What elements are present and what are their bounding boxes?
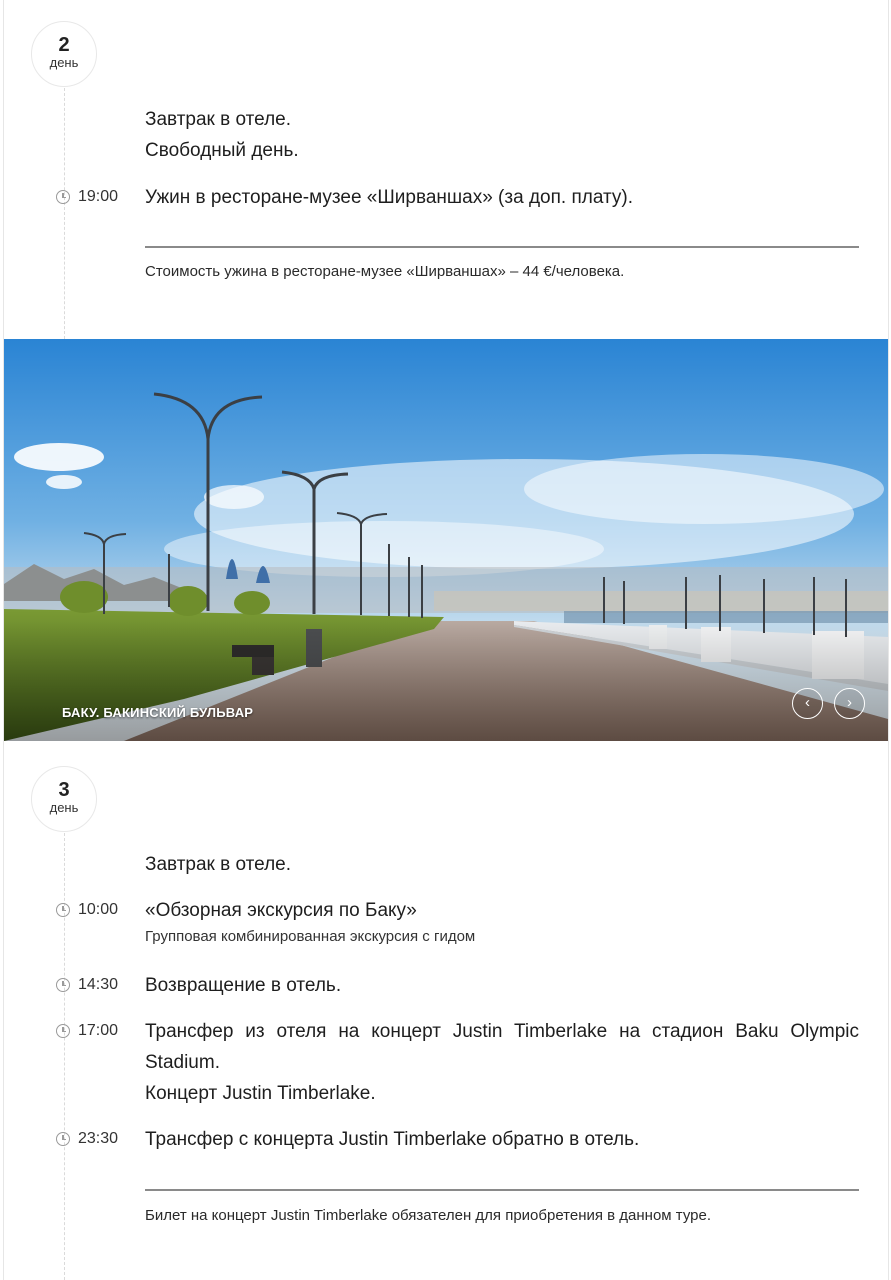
event-time [56,186,118,208]
event-time-text: 19:00 [78,188,119,205]
day2-note: Стоимость ужина в ресторане-музее «Ширваншах» – 44 €/человека. [145,263,625,280]
gallery-prev-button[interactable] [792,688,823,719]
event-extra-text: Концерт Justin Timberlake. [145,1083,376,1104]
note-divider [145,246,859,248]
event-text: Возвращение в отель. [145,975,342,996]
event-subtext: Групповая комбинированная экскурсия с гидом [145,928,476,945]
clock-icon [56,190,70,204]
boulevard-photo [4,339,888,741]
breakfast-text: Завтрак в отеле. [145,854,292,875]
event-time [56,1128,118,1150]
event-time [56,974,118,996]
clock-icon [56,1024,70,1038]
event-time-text: 17:00 [78,1022,119,1039]
gallery-next-button[interactable] [834,688,865,719]
day-badge-3 [31,766,97,832]
clock-icon [56,1132,70,1146]
event-time-text: 10:00 [78,901,119,918]
photo-caption: БАКУ. БАКИНСКИЙ БУЛЬВАР [62,705,254,720]
photo-gallery[interactable] [4,339,888,741]
event-text: «Обзорная экскурсия по Баку» [145,900,417,921]
free-day-text: Свободный день. [145,140,299,161]
timeline-line-day2 [64,88,65,339]
breakfast-text: Завтрак в отеле. [145,109,292,130]
day-number: 2 [58,34,70,56]
note-divider [145,1189,859,1191]
chevron-left-icon: ‹ [805,694,810,711]
frame-right-border [888,0,889,1280]
event-text: Трансфер из отеля на концерт Justin Timberlake на стадион Baku Olympic Stadium. [145,1021,859,1073]
event-time-text: 14:30 [78,976,119,993]
event-text: Трансфер с концерта Justin Timberlake обратно в отель. [145,1129,640,1150]
event-text: Ужин в ресторане-музее «Ширваншах» (за доп. плату). [145,187,633,208]
day3-note: Билет на концерт Justin Timberlake обязателен для приобретения в данном туре. [145,1207,712,1224]
event-text-block [145,1016,859,1109]
clock-icon [56,978,70,992]
clock-icon [56,903,70,917]
day-badge-2 [31,21,97,87]
day-label: день [49,800,79,815]
day-number: 3 [58,779,70,801]
event-time [56,1020,118,1042]
day-label: день [49,55,79,70]
day2-breakfast-block [145,104,859,166]
event-time-text: 23:30 [78,1130,119,1147]
chevron-right-icon: › [847,694,852,711]
event-text-block [145,895,859,948]
event-time [56,899,118,921]
